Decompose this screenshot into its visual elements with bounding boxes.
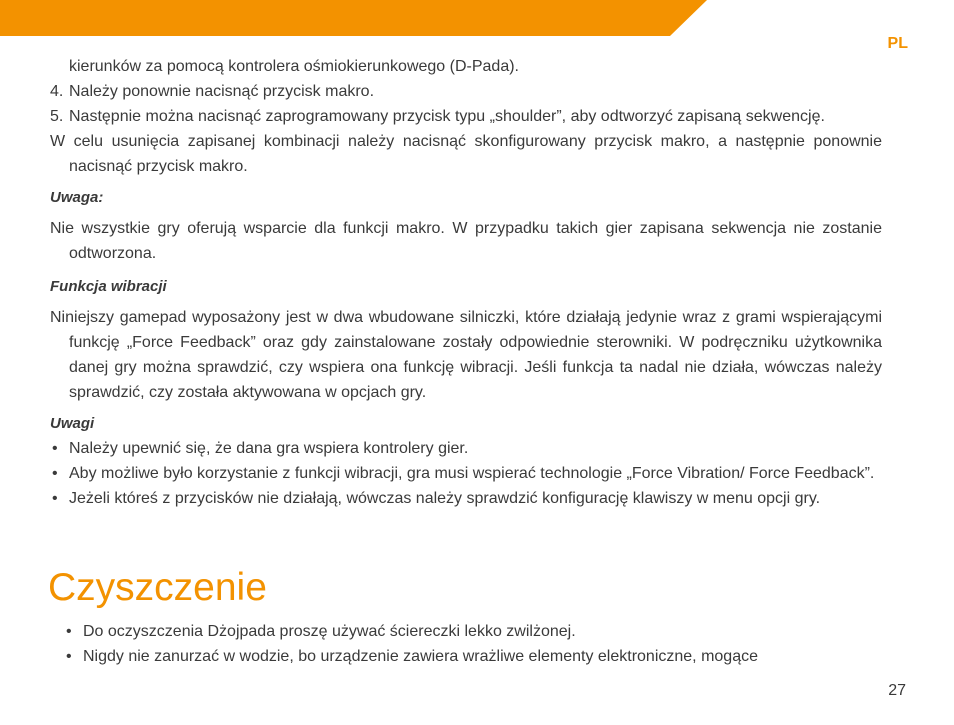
bullet-glyph: • xyxy=(52,465,58,482)
note-paragraph: Nie wszystkie gry oferują wsparcie dla funkcji makro. W przypadku takich gier zapisana sekwencja nie zostanie odtworzona. xyxy=(50,220,882,262)
step-text: Następnie można nacisnąć zaprogramowany przycisk typu „shoulder”, aby odtworzyć zapisaną sekwencję. xyxy=(69,108,825,125)
page-number: 27 xyxy=(888,682,906,699)
list-item xyxy=(64,619,882,644)
notes-list xyxy=(50,436,882,511)
step-item xyxy=(50,104,882,129)
vibration-label: Funkcja wibracji xyxy=(50,278,167,295)
list-item xyxy=(50,436,882,461)
delete-combination-paragraph: W celu usunięcia zapisanej kombinacji należy nacisnąć skonfigurowany przycisk makro, a następnie ponownie nacisnąć przycisk makro. xyxy=(50,133,882,175)
list-item xyxy=(50,486,882,511)
list-item-text: Jeżeli któreś z przycisków nie działają, wówczas należy sprawdzić konfigurację klawiszy w menu opcji gry. xyxy=(69,490,821,507)
page-content xyxy=(50,54,882,511)
header-banner xyxy=(0,0,954,36)
bullet-glyph: • xyxy=(66,623,72,640)
bullet-glyph: • xyxy=(52,440,58,457)
note-label: Uwaga: xyxy=(50,189,104,206)
language-tag: PL xyxy=(887,35,908,52)
bullet-glyph: • xyxy=(52,490,58,507)
vibration-paragraph: Niniejszy gamepad wyposażony jest w dwa wbudowane silniczki, które działają jedynie wraz z grami wspierającymi funkcję „Force Feedback” oraz gdy zainstalowane zostały odpowiednie sterowniki. W podręczniku użytkownika danej gry można sprawdzić, czy wspiera ona funkcję wibracji. Jeśli funkcja ta nadal nie działa, wówczas należy sprawdzić, czy została aktywowana w opcjach gry. xyxy=(50,309,882,401)
list-item xyxy=(64,644,882,669)
list-item xyxy=(50,461,882,486)
step-number: 5. xyxy=(50,108,64,125)
list-item-text: Należy upewnić się, że dana gra wspiera kontrolery gier. xyxy=(69,440,469,457)
list-item-text: Nigdy nie zanurzać w wodzie, bo urządzenie zawiera wrażliwe elementy elektroniczne, mogące xyxy=(83,648,758,665)
header-banner-shape xyxy=(0,0,707,36)
step-number: 4. xyxy=(50,83,64,100)
step-item xyxy=(50,79,882,104)
list-item-text: Do oczyszczenia Dżojpada proszę używać ściereczki lekko zwilżonej. xyxy=(83,623,576,640)
list-item-text: Aby możliwe było korzystanie z funkcji wibracji, gra musi wspierać technologie „Force Vibration/ Force Feedback”. xyxy=(69,465,875,482)
cleaning-list xyxy=(64,619,882,669)
section-title-cleaning: Czyszczenie xyxy=(48,566,267,609)
continuation-line: kierunków za pomocą kontrolera ośmiokierunkowego (D-Pada). xyxy=(69,58,519,75)
notes-label: Uwagi xyxy=(50,415,95,432)
step-text: Należy ponownie nacisnąć przycisk makro. xyxy=(69,83,375,100)
bullet-glyph: • xyxy=(66,648,72,665)
